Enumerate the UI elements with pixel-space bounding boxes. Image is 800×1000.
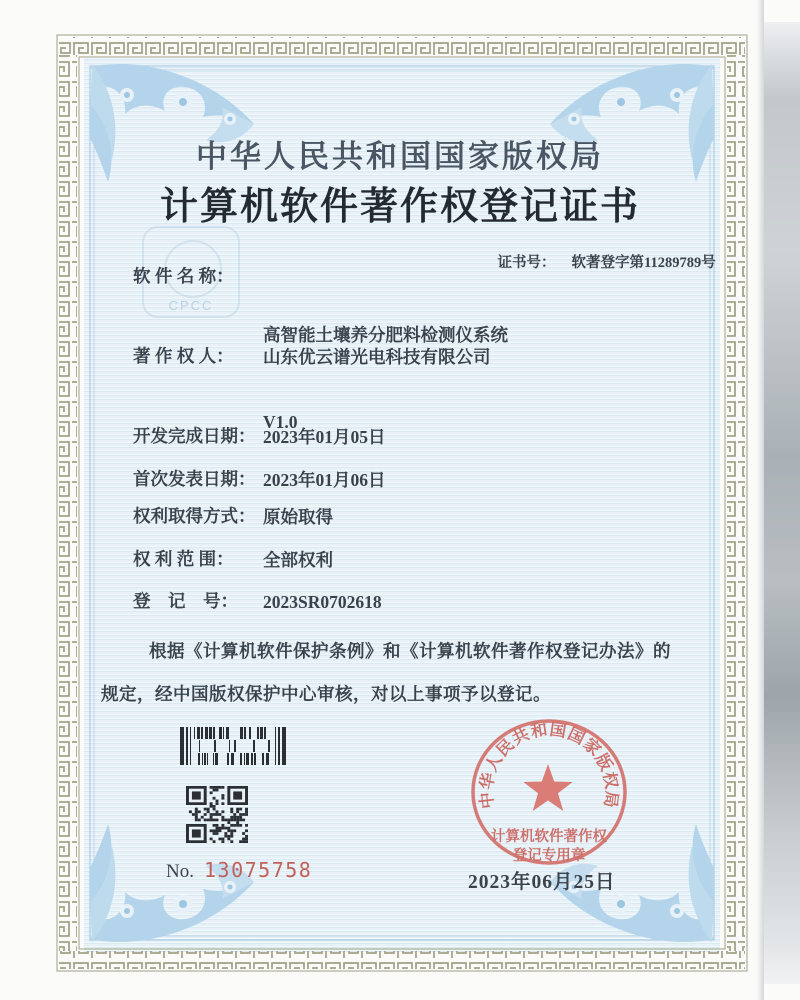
certificate-title: 计算机软件著作权登记证书 bbox=[159, 186, 640, 228]
serial-number: 13075758 bbox=[203, 858, 313, 882]
field-value: 2023年01月06日 bbox=[263, 470, 386, 490]
issue-date: 2023年06月25日 bbox=[468, 872, 616, 893]
field-label: 权 利 范 围： bbox=[133, 549, 234, 569]
field-row-rights-scope bbox=[133, 546, 333, 575]
barcode bbox=[180, 727, 286, 765]
field-row-rights-acquisition bbox=[133, 503, 333, 532]
field-value: 原始取得 bbox=[263, 507, 333, 527]
field-value: 2023SR0702618 bbox=[263, 592, 382, 612]
field-value: 山东优云谱光电科技有限公司 bbox=[263, 347, 491, 367]
serial-prefix: No. bbox=[166, 861, 194, 882]
seal-ring-text: 中华人民共和国国家版权局 bbox=[476, 719, 622, 810]
field-value bbox=[263, 263, 508, 495]
certificate-number-line bbox=[483, 234, 716, 289]
field-row-copyright-owner bbox=[133, 343, 491, 372]
software-version: V1.0 bbox=[263, 412, 298, 432]
field-row-registration-number bbox=[133, 588, 382, 617]
authority-title: 中华人民共和国国家版权局 bbox=[196, 139, 604, 174]
field-label: 软 件 名 称： bbox=[133, 266, 234, 286]
field-label: 开发完成日期： bbox=[133, 426, 256, 446]
serial-number-line bbox=[166, 858, 312, 883]
seal-text-line1: 计算机软件著作权 bbox=[491, 829, 607, 845]
cpcc-watermark-label: CPCC bbox=[168, 298, 214, 313]
field-label: 登 记 号： bbox=[133, 591, 238, 611]
field-label: 权利取得方式： bbox=[133, 506, 256, 526]
seal-text-line2: 登记专用章 bbox=[512, 848, 586, 864]
certificate-number-value: 软著登字第11289789号 bbox=[571, 255, 716, 271]
software-name: 高智能土壤养分肥料检测仪系统 bbox=[263, 325, 508, 345]
field-row-completion-date bbox=[133, 423, 386, 452]
field-label: 首次发表日期： bbox=[133, 469, 256, 489]
statement-line-2: 规定，经中国版权保护中心审核，对以上事项予以登记。 bbox=[101, 684, 551, 704]
field-value: 2023年01月05日 bbox=[263, 427, 386, 447]
statement-line-1: 根据《计算机软件保护条例》和《计算机软件著作权登记办法》的 bbox=[149, 641, 671, 661]
field-value: 全部权利 bbox=[263, 550, 333, 570]
field-row-software-name bbox=[133, 263, 508, 495]
qr-code bbox=[186, 786, 248, 843]
field-row-first-publication-date bbox=[133, 466, 386, 495]
registration-statement bbox=[101, 630, 713, 716]
certificate-number-label: 证书号： bbox=[497, 255, 556, 271]
field-label: 著 作 权 人： bbox=[133, 346, 234, 366]
